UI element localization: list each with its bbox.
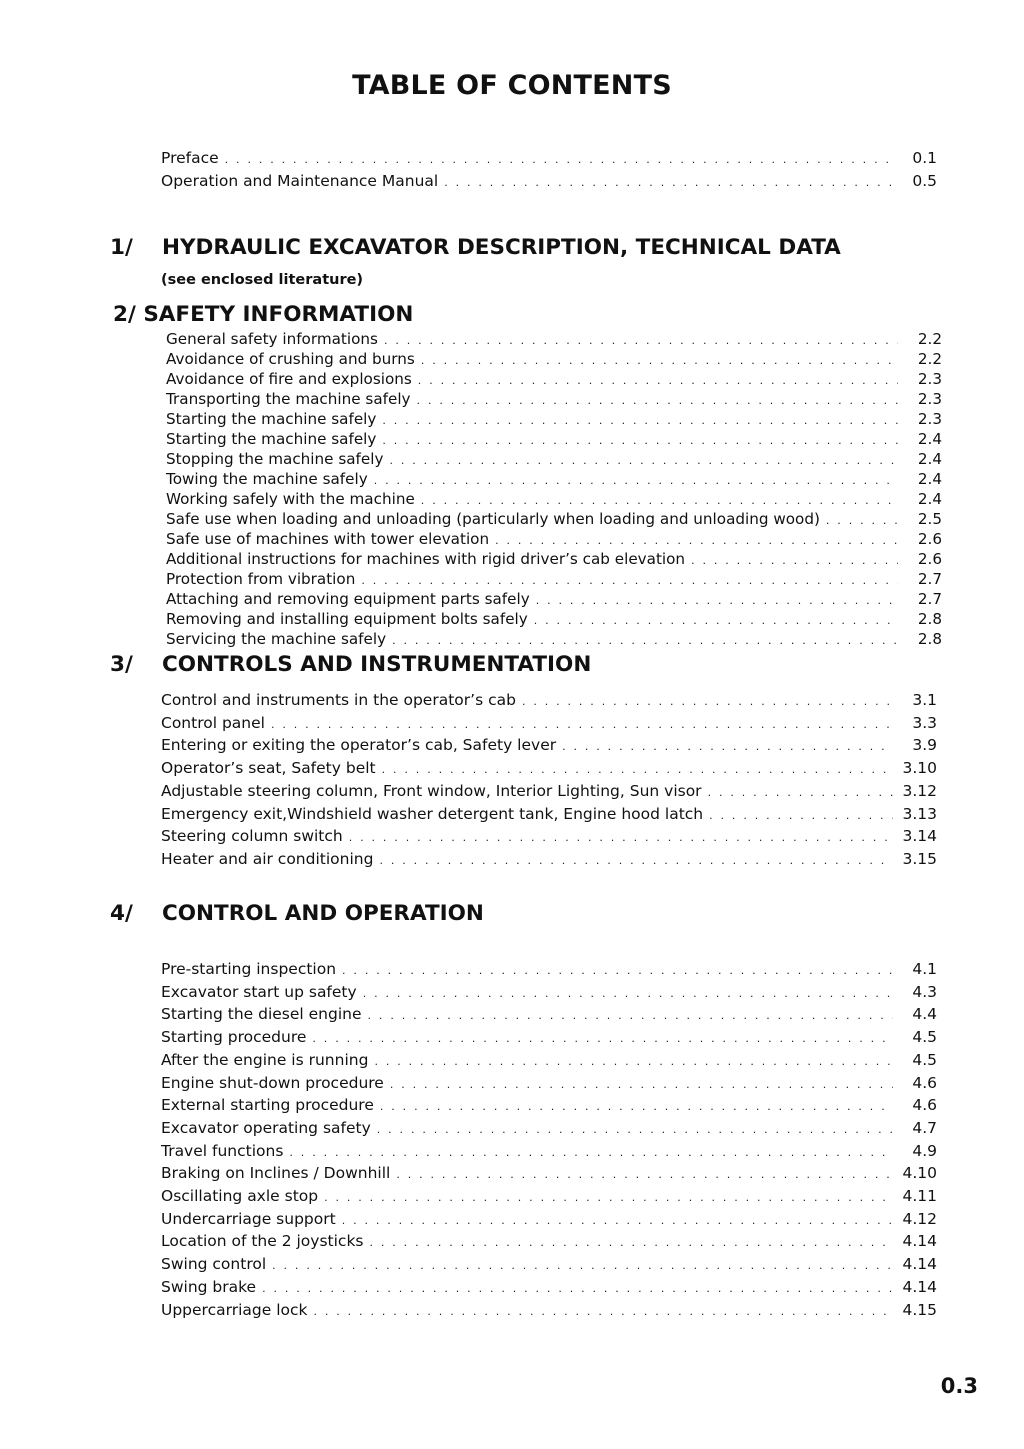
- toc-entry-label: Location of the 2 joysticks: [161, 1232, 364, 1251]
- toc-entry[interactable]: [161, 1163, 937, 1186]
- dot-leader: [522, 692, 893, 713]
- toc-entry-label: Working safely with the machine: [166, 490, 415, 508]
- toc-entry-page: 4.5: [912, 1050, 937, 1069]
- toc-entry[interactable]: [166, 470, 942, 490]
- toc-entry-label: Starting procedure: [161, 1028, 307, 1047]
- toc-entry-page: 3.10: [902, 759, 937, 778]
- dot-leader: [363, 984, 893, 1005]
- toc-entry[interactable]: [166, 450, 942, 470]
- toc-entry-label: Travel functions: [161, 1141, 284, 1160]
- toc-entry-label: Avoidance of fire and explosions: [166, 370, 412, 388]
- toc-entry-page: 2.2: [917, 350, 942, 368]
- dot-leader: [313, 1302, 893, 1323]
- toc-entry-page: 2.8: [917, 630, 942, 648]
- toc-entry-label: Operation and Maintenance Manual: [161, 171, 439, 190]
- section-1-heading: [110, 235, 841, 260]
- toc-entry-page: 2.4: [917, 430, 942, 448]
- toc-entry-label: External starting procedure: [161, 1096, 374, 1115]
- dot-leader: [384, 331, 898, 350]
- toc-entry-label: Excavator operating safety: [161, 1118, 371, 1137]
- dot-leader: [349, 828, 893, 849]
- toc-entry[interactable]: [161, 1095, 937, 1118]
- dot-leader: [389, 451, 898, 470]
- toc-entry-page: 2.3: [917, 370, 942, 388]
- dot-leader: [262, 1279, 893, 1300]
- dot-leader: [826, 511, 898, 530]
- toc-entry-page: 2.6: [917, 550, 942, 568]
- toc-entry-label: Adjustable steering column, Front window, Interior Lighting, Sun visor: [161, 781, 702, 800]
- toc-entry-label: Entering or exiting the operator’s cab, Safety lever: [161, 736, 557, 755]
- dot-leader: [392, 631, 898, 650]
- toc-entry-label: Pre-starting inspection: [161, 960, 337, 978]
- section-title: HYDRAULIC EXCAVATOR DESCRIPTION, TECHNICAL DATA: [162, 235, 841, 260]
- section-4-list: [161, 959, 937, 1322]
- section-number: 2/: [113, 302, 136, 327]
- toc-entry[interactable]: [166, 330, 942, 350]
- page-title: TABLE OF CONTENTS: [352, 70, 672, 101]
- dot-leader: [370, 1233, 894, 1254]
- toc-entry[interactable]: [166, 610, 942, 630]
- toc-entry[interactable]: [161, 959, 937, 982]
- dot-leader: [361, 571, 898, 590]
- toc-entry[interactable]: [161, 1209, 937, 1232]
- dot-leader: [374, 1052, 893, 1073]
- toc-entry-label: Protection from vibration: [166, 570, 356, 588]
- dot-leader: [708, 783, 893, 804]
- dot-leader: [324, 1188, 893, 1209]
- toc-entry[interactable]: [161, 1141, 937, 1164]
- toc-entry-label: Oscillating axle stop: [161, 1187, 319, 1206]
- toc-entry-label: Avoidance of crushing and burns: [166, 350, 415, 368]
- dot-leader: [691, 551, 898, 570]
- toc-entry-label: Transporting the machine safely: [166, 390, 411, 408]
- toc-entry-label: Control and instruments in the operator’s cab: [161, 691, 516, 709]
- toc-entry-page: 2.7: [917, 570, 942, 588]
- toc-entry-page: 4.12: [902, 1209, 937, 1228]
- toc-entry-label: Starting the machine safely: [166, 410, 377, 428]
- dot-leader: [342, 961, 893, 982]
- toc-entry[interactable]: [166, 570, 942, 590]
- toc-entry-page: 4.11: [902, 1187, 937, 1206]
- toc-entry-page: 0.5: [912, 171, 937, 190]
- dot-leader: [709, 806, 893, 827]
- dot-leader: [342, 1211, 893, 1232]
- toc-entry-label: Swing control: [161, 1255, 267, 1274]
- toc-entry-label: Starting the diesel engine: [161, 1005, 362, 1024]
- toc-entry-label: After the engine is running: [161, 1050, 369, 1069]
- dot-leader: [536, 591, 898, 610]
- toc-entry-page: 4.3: [912, 982, 937, 1001]
- toc-entry-page: 2.3: [917, 390, 942, 408]
- toc-entry[interactable]: [161, 849, 937, 872]
- page-number: 0.3: [940, 1374, 978, 1398]
- section-2-heading: [113, 302, 413, 327]
- toc-entry-label: Towing the machine safely: [166, 470, 368, 488]
- toc-entry-label: Attaching and removing equipment parts safely: [166, 590, 530, 608]
- dot-leader: [271, 715, 893, 736]
- toc-entry[interactable]: [166, 530, 942, 550]
- dot-leader: [368, 1006, 893, 1027]
- toc-entry-page: 4.7: [912, 1118, 937, 1137]
- toc-entry-label: Uppercarriage lock: [161, 1300, 308, 1319]
- toc-entry[interactable]: [161, 148, 937, 171]
- toc-entry[interactable]: [166, 350, 942, 370]
- toc-entry-label: Steering column switch: [161, 827, 343, 846]
- toc-entry[interactable]: [161, 1231, 937, 1254]
- section-number: 1/: [110, 235, 133, 260]
- toc-entry[interactable]: [161, 1300, 937, 1323]
- dot-leader: [382, 760, 893, 781]
- toc-entry[interactable]: [161, 735, 937, 758]
- dot-leader: [225, 150, 893, 171]
- dot-leader: [396, 1165, 893, 1186]
- toc-entry[interactable]: [166, 630, 942, 650]
- toc-entry-page: 2.4: [917, 490, 942, 508]
- section-3-list: [161, 690, 937, 872]
- toc-entry-page: 0.1: [912, 149, 937, 167]
- toc-entry[interactable]: [161, 1254, 937, 1277]
- toc-entry-label: Servicing the machine safely: [166, 630, 387, 648]
- section-title: SAFETY INFORMATION: [143, 302, 414, 327]
- dot-leader: [495, 531, 898, 550]
- toc-entry-label: Safe use when loading and unloading (particularly when loading and unloading wood): [166, 510, 820, 528]
- dot-leader: [562, 737, 893, 758]
- section-3-heading: [110, 652, 591, 677]
- toc-entry[interactable]: [161, 1186, 937, 1209]
- toc-entry-page: 2.2: [917, 330, 942, 348]
- toc-entry-page: 4.10: [902, 1164, 937, 1183]
- toc-entry-label: Emergency exit,Windshield washer detergent tank, Engine hood latch: [161, 804, 704, 823]
- toc-entry-label: Operator’s seat, Safety belt: [161, 759, 376, 778]
- toc-entry-label: Control panel: [161, 713, 265, 732]
- toc-entry-page: 2.7: [917, 590, 942, 608]
- toc-entry[interactable]: [166, 370, 942, 390]
- toc-entry-page: 4.6: [912, 1096, 937, 1115]
- toc-entry[interactable]: [166, 550, 942, 570]
- toc-entry-label: Heater and air conditioning: [161, 849, 374, 868]
- toc-entry[interactable]: [161, 1004, 937, 1027]
- toc-entry-page: 4.14: [902, 1232, 937, 1251]
- toc-entry-page: 2.5: [917, 510, 942, 528]
- dot-leader: [272, 1256, 893, 1277]
- toc-entry-page: 3.12: [902, 781, 937, 800]
- toc-entry[interactable]: [161, 781, 937, 804]
- toc-entry-page: 3.3: [912, 713, 937, 732]
- dot-leader: [382, 431, 898, 450]
- toc-entry-page: 3.9: [912, 736, 937, 755]
- toc-entry-page: 4.5: [912, 1028, 937, 1047]
- dot-leader: [421, 351, 898, 370]
- toc-entry-page: 4.9: [912, 1141, 937, 1160]
- toc-entry-page: 4.14: [902, 1255, 937, 1274]
- toc-entry[interactable]: [161, 758, 937, 781]
- toc-entry-page: 4.1: [912, 960, 937, 978]
- toc-entry[interactable]: [166, 390, 942, 410]
- section-title: CONTROLS AND INSTRUMENTATION: [162, 652, 592, 677]
- toc-entry-label: Starting the machine safely: [166, 430, 377, 448]
- toc-entry[interactable]: [161, 826, 937, 849]
- toc-entry-page: 2.4: [917, 470, 942, 488]
- dot-leader: [390, 1075, 893, 1096]
- section-title: CONTROL AND OPERATION: [162, 901, 484, 926]
- toc-entry[interactable]: [161, 804, 937, 827]
- toc-entry[interactable]: [166, 430, 942, 450]
- toc-entry-label: Engine shut-down procedure: [161, 1073, 384, 1092]
- toc-entry[interactable]: [166, 410, 942, 430]
- toc-entry[interactable]: [161, 171, 937, 194]
- toc-entry-page: 2.3: [917, 410, 942, 428]
- toc-entry[interactable]: [161, 1050, 937, 1073]
- toc-entry-page: 3.1: [912, 691, 937, 709]
- toc-entry[interactable]: [161, 1073, 937, 1096]
- toc-entry[interactable]: [166, 490, 942, 510]
- toc-entry-page: 3.13: [902, 804, 937, 823]
- toc-entry[interactable]: [161, 1277, 937, 1300]
- dot-leader: [418, 371, 898, 390]
- section-4-heading: [110, 901, 484, 926]
- toc-entry[interactable]: [161, 1027, 937, 1050]
- toc-entry[interactable]: [161, 713, 937, 736]
- dot-leader: [374, 471, 898, 490]
- toc-entry[interactable]: [161, 1118, 937, 1141]
- toc-entry-page: 4.4: [912, 1005, 937, 1024]
- dot-leader: [417, 391, 898, 410]
- intro-list: [161, 148, 937, 193]
- dot-leader: [379, 851, 893, 872]
- dot-leader: [382, 411, 898, 430]
- section-number: 4/: [110, 901, 133, 926]
- toc-entry-label: Swing brake: [161, 1277, 257, 1296]
- dot-leader: [421, 491, 898, 510]
- toc-entry[interactable]: [161, 690, 937, 713]
- toc-entry-label: Preface: [161, 149, 219, 167]
- toc-entry-page: 4.6: [912, 1073, 937, 1092]
- toc-entry-page: 3.14: [902, 827, 937, 846]
- toc-entry-label: Undercarriage support: [161, 1209, 336, 1228]
- dot-leader: [312, 1029, 893, 1050]
- toc-entry[interactable]: [166, 510, 942, 530]
- toc-entry-label: Braking on Inclines / Downhill: [161, 1164, 391, 1183]
- dot-leader: [380, 1097, 893, 1118]
- section-1-note: (see enclosed literature): [161, 272, 364, 288]
- toc-entry[interactable]: [161, 982, 937, 1005]
- dot-leader: [534, 611, 898, 630]
- dot-leader: [377, 1120, 893, 1141]
- toc-entry-label: Removing and installing equipment bolts safely: [166, 610, 528, 628]
- toc-entry-label: Additional instructions for machines with rigid driver’s cab elevation: [166, 550, 686, 568]
- section-number: 3/: [110, 652, 133, 677]
- toc-entry-label: General safety informations: [166, 330, 378, 348]
- dot-leader: [444, 173, 893, 194]
- toc-entry-label: Safe use of machines with tower elevation: [166, 530, 490, 548]
- toc-entry-page: 4.15: [902, 1300, 937, 1319]
- toc-entry[interactable]: [166, 590, 942, 610]
- section-2-list: [166, 330, 942, 650]
- toc-entry-page: 2.4: [917, 450, 942, 468]
- toc-entry-page: 4.14: [902, 1277, 937, 1296]
- toc-entry-page: 2.6: [917, 530, 942, 548]
- toc-entry-label: Stopping the machine safely: [166, 450, 384, 468]
- toc-entry-page: 2.8: [917, 610, 942, 628]
- dot-leader: [289, 1143, 893, 1164]
- toc-entry-label: Excavator start up safety: [161, 982, 357, 1001]
- toc-entry-page: 3.15: [902, 849, 937, 868]
